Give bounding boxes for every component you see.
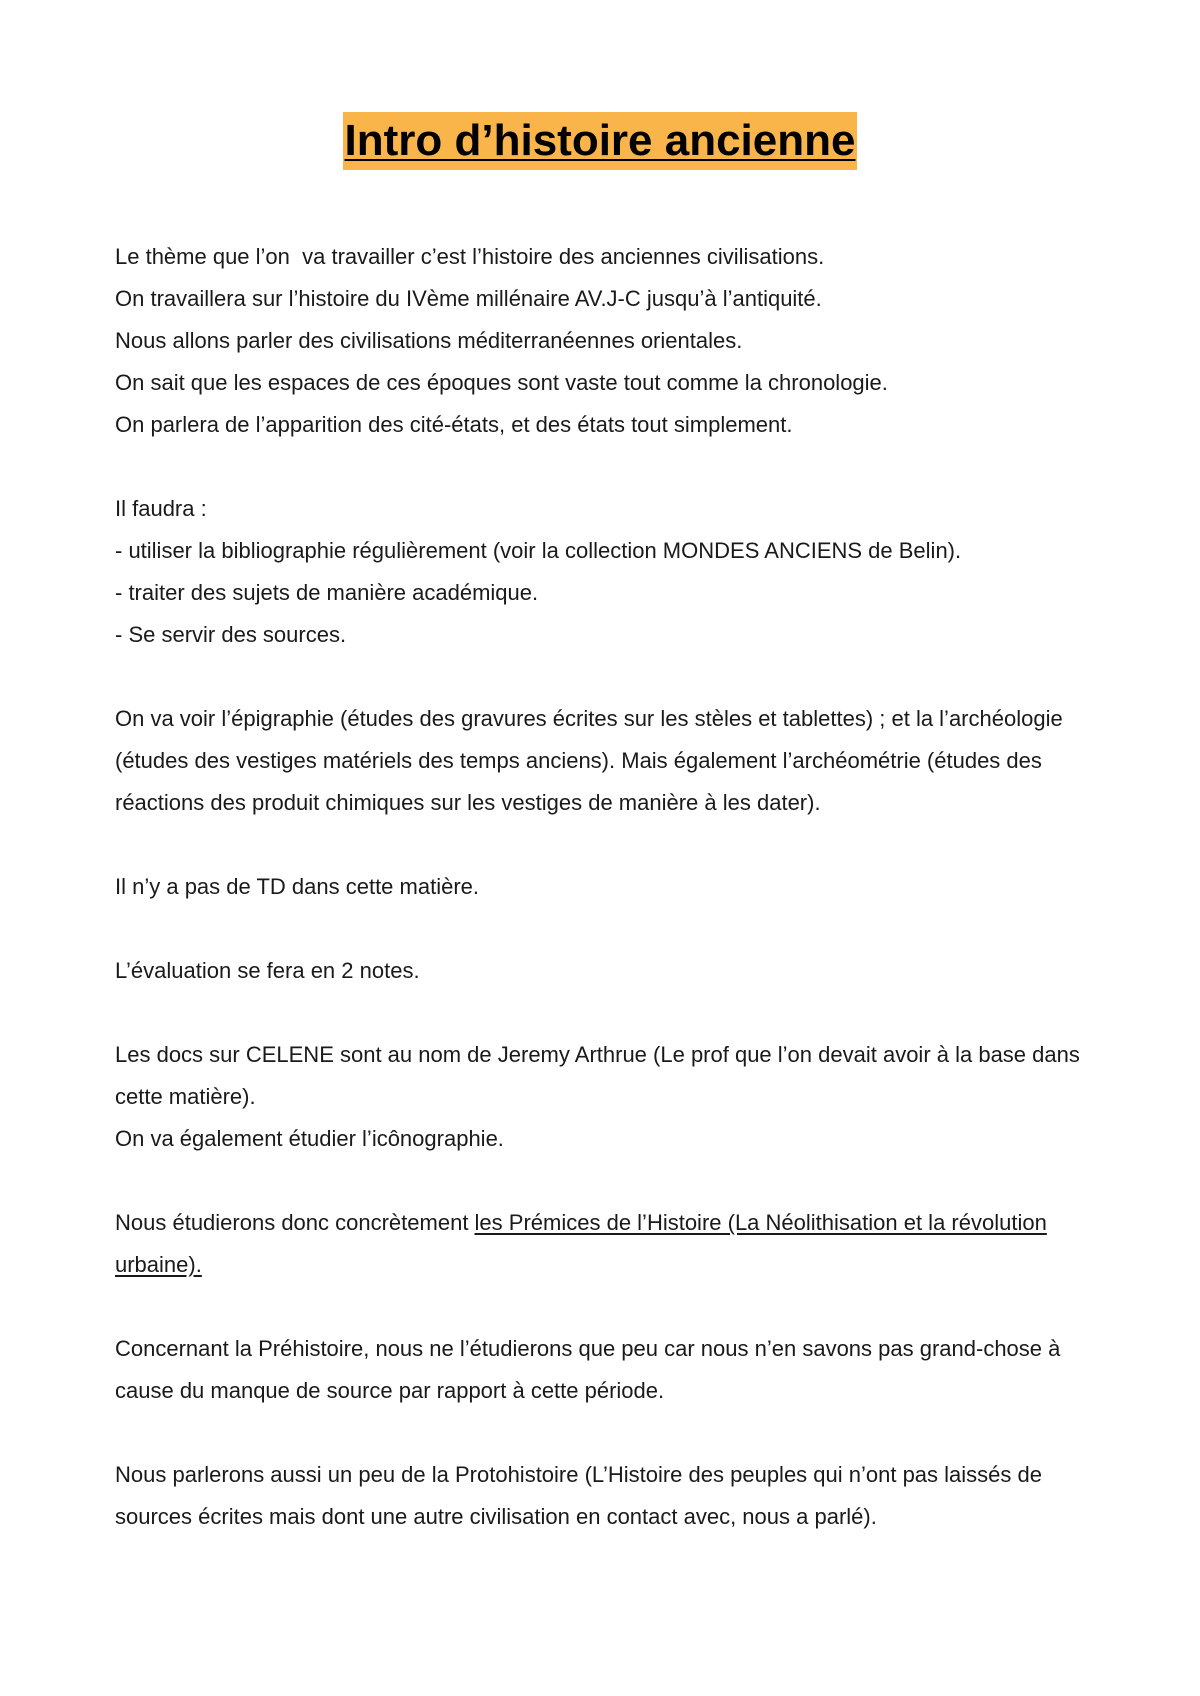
document-body [115, 236, 1095, 1538]
premices-underlined: les Prémices de l’Histoire (La Néolithisation et la révolution urbaine). [115, 1210, 1047, 1277]
spacer [115, 656, 1095, 698]
spacer [115, 1286, 1095, 1328]
epigraphie-paragraph: On va voir l’épigraphie (études des gravures écrites sur les stèles et tablettes) ; et la l’archéologie (études des vestiges matériels des temps anciens). Mais également l’archéométrie (études des réactions des produit chimiques sur les vestiges de manière à les dater). [115, 706, 1063, 815]
spacer [115, 1160, 1095, 1202]
faudra-item-3: - Se servir des sources. [115, 622, 347, 647]
faudra-item-1: - utiliser la bibliographie régulièrement (voir la collection MONDES ANCIENS de Belin). [115, 538, 962, 563]
intro-line-1: Le thème que l’on va travailler c’est l’histoire des anciennes civilisations. [115, 244, 825, 269]
premices-prefix: Nous étudierons donc concrètement [115, 1210, 475, 1235]
spacer [115, 446, 1095, 488]
evaluation-line: L’évaluation se fera en 2 notes. [115, 958, 420, 983]
iconographie-line: On va également étudier l’icônographie. [115, 1126, 504, 1151]
spacer [115, 824, 1095, 866]
intro-line-2: On travaillera sur l’histoire du IVème millénaire AV.J-C jusqu’à l’antiquité. [115, 286, 822, 311]
spacer [115, 1412, 1095, 1454]
intro-line-3: Nous allons parler des civilisations méditerranéennes orientales. [115, 328, 743, 353]
premices-paragraph [115, 1202, 1095, 1286]
intro-line-4: On sait que les espaces de ces époques sont vaste tout comme la chronologie. [115, 370, 888, 395]
intro-line-5: On parlera de l’apparition des cité-états, et des états tout simplement. [115, 412, 793, 437]
prehistoire-paragraph: Concernant la Préhistoire, nous ne l’étudierons que peu car nous n’en savons pas grand-chose à cause du manque de source par rapport à cette période. [115, 1336, 1061, 1403]
celene-paragraph: Les docs sur CELENE sont au nom de Jeremy Arthrue (Le prof que l’on devait avoir à la base dans cette matière). [115, 1042, 1080, 1109]
spacer [115, 908, 1095, 950]
title-container [0, 112, 1200, 170]
faudra-item-2: - traiter des sujets de manière académique. [115, 580, 539, 605]
faudra-heading: Il faudra : [115, 496, 207, 521]
protohistoire-paragraph: Nous parlerons aussi un peu de la Protohistoire (L’Histoire des peuples qui n’ont pas laissés de sources écrites mais dont une autre civilisation en contact avec, nous a parlé). [115, 1462, 1042, 1529]
no-td-line: Il n’y a pas de TD dans cette matière. [115, 874, 479, 899]
page-title: Intro d’histoire ancienne [343, 112, 858, 170]
spacer [115, 992, 1095, 1034]
